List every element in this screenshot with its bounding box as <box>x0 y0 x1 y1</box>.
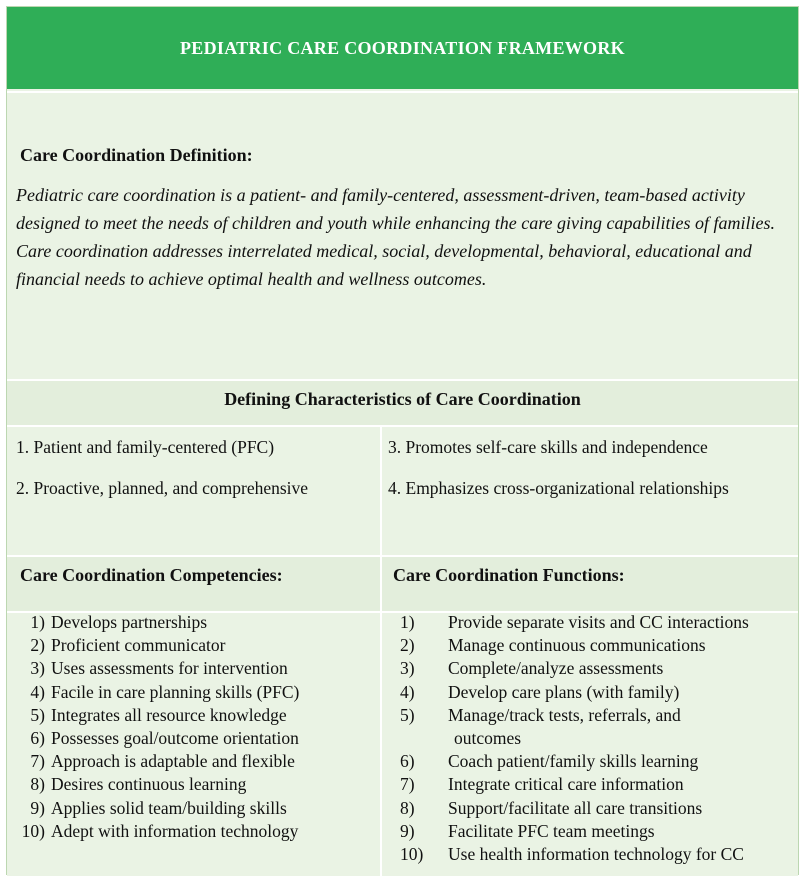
list-item: 3) Complete/analyze assessments <box>400 658 664 679</box>
column-divider <box>380 425 382 876</box>
list-item: 6) Coach patient/family skills learning <box>400 751 699 772</box>
characteristic-item: 4. Emphasizes cross-organizational relationships <box>388 478 729 498</box>
definition-section <box>7 91 798 379</box>
list-item: 10) Use health information technology for CC <box>400 844 744 865</box>
characteristics-header <box>7 379 798 425</box>
list-item: 6) Possesses goal/outcome orientation <box>30 728 299 749</box>
lists-header <box>7 555 798 611</box>
list-item: 7) Approach is adaptable and flexible <box>30 751 295 772</box>
definition-title: Care Coordination Definition: <box>20 145 253 165</box>
list-item: 9) Facilitate PFC team meetings <box>400 820 655 841</box>
list-item: 10) Adept with information technology <box>21 820 299 841</box>
list-item: 4) Facile in care planning skills (PFC) <box>30 681 300 702</box>
functions-title: Care Coordination Functions: <box>393 565 625 585</box>
characteristics-body <box>7 425 798 555</box>
framework-table <box>6 6 799 875</box>
characteristic-item: 2. Proactive, planned, and comprehensive <box>16 478 309 498</box>
list-item: 1) Provide separate visits and CC interactions <box>400 612 749 632</box>
list-item: 8) Desires continuous learning <box>30 774 247 795</box>
list-item: 1) Develops partnerships <box>30 612 208 632</box>
list-item: 5) Manage/track tests, referrals, and <box>400 704 681 725</box>
definition-text: Pediatric care coordination is a patient- and family-centered, assessment-driven, team-based activity designed to meet the needs of children and youth while enhancing the care giving capabilities of families. Care coordination addresses interrelated medical, social, developmental, behavioral, educational and financial needs to achieve optimal health and wellness outcomes. <box>16 185 776 289</box>
list-item: 9) Applies solid team/building skills <box>30 797 287 818</box>
list-item: 2) Proficient communicator <box>30 635 226 656</box>
list-item: 8) Support/facilitate all care transitions <box>400 797 703 818</box>
list-item-continuation: outcomes <box>454 728 522 749</box>
characteristic-item: 1. Patient and family-centered (PFC) <box>16 437 275 457</box>
lists-body <box>7 611 798 876</box>
page-title: PEDIATRIC CARE COORDINATION FRAMEWORK <box>7 7 798 89</box>
list-item: 2) Manage continuous communications <box>400 635 706 656</box>
list-item: 4) Develop care plans (with family) <box>400 681 680 702</box>
competencies-list <box>16 611 299 843</box>
characteristic-item: 3. Promotes self-care skills and independence <box>388 437 708 457</box>
competencies-title: Care Coordination Competencies: <box>20 565 283 585</box>
functions-list <box>400 611 749 866</box>
list-item: 5) Integrates all resource knowledge <box>30 704 287 725</box>
list-item: 7) Integrate critical care information <box>400 774 684 795</box>
list-item: 3) Uses assessments for intervention <box>30 658 288 679</box>
characteristics-title: Defining Characteristics of Care Coordination <box>224 389 581 409</box>
